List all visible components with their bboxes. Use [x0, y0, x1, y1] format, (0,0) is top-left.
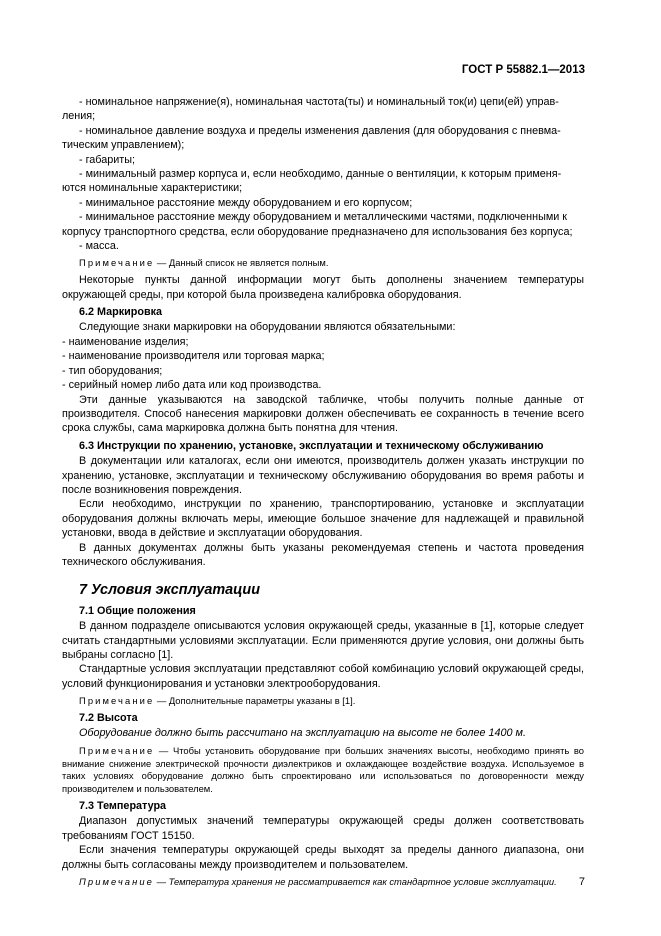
paragraph: Эти данные указываются на заводской табличке, чтобы получить полные данные от производителя. Способ нанесения маркировки должен обеспечивать ее сохранность в течение всего срока службы, сама маркировка должна быть понятна для чтения. — [62, 393, 584, 435]
list-item: - тип оборудования; — [62, 364, 163, 377]
paragraph: Оборудование должно быть рассчитано на эксплуатацию на высоте не более 1400 м. — [79, 727, 526, 740]
paragraph: Стандартные условия эксплуатации представляют собой комбинацию условий окружающей среды, условий функционирования и установки электрооборудования. — [62, 663, 584, 690]
note-label: Примечание — [79, 695, 155, 707]
list-item-continuation: ления; — [62, 110, 96, 123]
paragraph: В данных документах должны быть указаны рекомендуемая степень и частота проведения технического обслуживания. — [62, 541, 584, 568]
note — [62, 876, 584, 889]
paragraph: Некоторые пункты данной информации могут быть дополнены значением температуры окружающей среды, при которой была произведена калибровка оборудования. — [62, 274, 584, 301]
section-heading-6-2: 6.2 Маркировка — [79, 306, 163, 319]
list-item-continuation: тическим управлением); — [62, 139, 185, 152]
note-label: Примечание — [79, 876, 154, 888]
note — [62, 745, 584, 796]
note — [62, 257, 584, 270]
note-text: — Температура хранения не рассматривается как стандартное условие эксплуатации. — [154, 876, 557, 888]
list-item: - номинальное напряжение(я), номинальная частота(ты) и номинальный ток(и) цепи(ей) управ- — [79, 96, 559, 108]
section-heading-6-3: 6.3 Инструкции по хранению, установке, эксплуатации и техническому обслуживанию — [79, 439, 544, 452]
section-heading-7-2: 7.2 Высота — [79, 712, 138, 725]
list-item: - масса. — [79, 240, 119, 253]
paragraph: Если значения температуры окружающей среды выходят за пределы данного диапазона, они должны быть согласованы между производителем и пользователем. — [62, 844, 584, 871]
note-label: Примечание — [79, 744, 155, 756]
paragraph: В данном подразделе описываются условия окружающей среды, указанные в [1], которые следует считать стандартными условиями эксплуатации. Если применяются другие условия, они должны быть выбраны согласно [1]. — [62, 620, 584, 662]
list-item-continuation: ются номинальные характеристики; — [62, 182, 243, 195]
section-heading-7: 7 Условия эксплуатации — [79, 582, 261, 599]
paragraph: Следующие знаки маркировки на оборудовании являются обязательными: — [79, 321, 456, 334]
list-item: - наименование производителя или торговая марка; — [62, 350, 325, 363]
list-item: - габариты; — [79, 153, 135, 166]
section-heading-7-1: 7.1 Общие положения — [79, 604, 196, 617]
paragraph: Если необходимо, инструкции по хранению, транспортированию, установке и эксплуатации оборудования должны включать меры, имеющие большое значение для надлежащей и правильной установки, ввода в действие и эксплуатации оборудования. — [62, 498, 584, 540]
note — [62, 695, 584, 708]
note-text: — Данный список не является полным. — [154, 257, 329, 269]
document-code: ГОСТ Р 55882.1—2013 — [461, 64, 585, 76]
note-label: Примечание — [79, 257, 155, 269]
page-content — [62, 95, 584, 892]
list-item: - серийный номер либо дата или код производства. — [62, 379, 322, 392]
list-item: - минимальное расстояние между оборудованием и металлическими частями, подключенными к — [79, 211, 568, 224]
page-number: 7 — [578, 876, 585, 888]
list-item: - номинальное давление воздуха и пределы изменения давления (для оборудования с пневма- — [79, 124, 561, 137]
note-text: — Дополнительные параметры указаны в [1]. — [154, 695, 356, 707]
list-item-continuation: корпусу транспортного средства, если оборудование предназначено для использования без корпуса; — [62, 225, 573, 238]
list-item: - минимальный размер корпуса и, если необходимо, данные о вентиляции, к которым применя- — [79, 168, 562, 181]
note-text: — Чтобы установить оборудование при больших значениях высоты, необходимо принять во внимание снижение электрической прочности диэлектриков и охлаждающее воздействие воздуха. Используемое в таких условиях оборудование должно быть спроектировано или использоваться по договоренности между производителем и пользователем. — [62, 744, 584, 795]
list-item: - наименование изделия; — [62, 335, 189, 348]
section-heading-7-3: 7.3 Температура — [79, 800, 167, 813]
paragraph: Диапазон допустимых значений температуры окружающей среды должен соответствовать требованиям ГОСТ 15150. — [62, 815, 584, 842]
list-item: - минимальное расстояние между оборудованием и его корпусом; — [79, 196, 413, 209]
paragraph: В документации или каталогах, если они имеются, производитель должен указать инструкции по хранению, установке, эксплуатации и техническому обслуживанию оборудования во время работы и после возникновения повреждения. — [62, 455, 584, 496]
